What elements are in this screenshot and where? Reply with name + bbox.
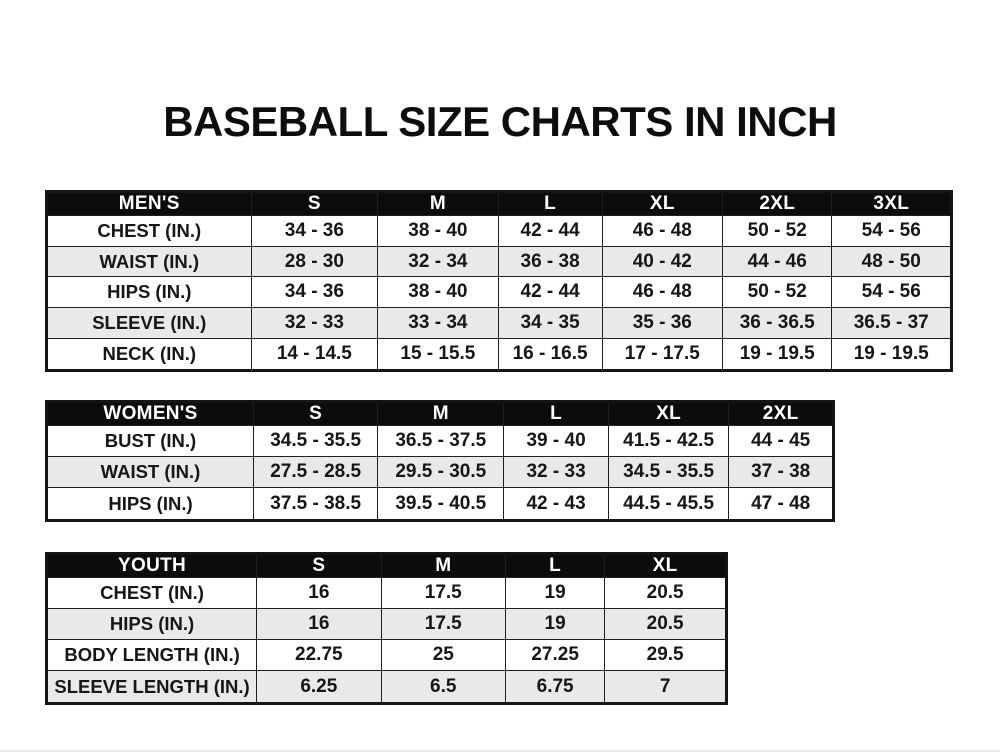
size-value-cell: 6.25 — [257, 671, 381, 704]
size-value-cell: 41.5 - 42.5 — [608, 426, 728, 457]
size-value-cell: 16 — [257, 578, 381, 609]
size-value-cell: 37 - 38 — [729, 457, 834, 488]
size-value-cell: 42 - 43 — [504, 488, 609, 521]
size-value-cell: 6.75 — [505, 671, 604, 704]
size-value-cell: 39 - 40 — [504, 426, 609, 457]
womens-header-row — [47, 402, 834, 426]
womens-table-row — [47, 488, 834, 521]
row-label: WAIST (IN.) — [47, 246, 252, 277]
size-value-cell: 42 - 44 — [498, 277, 602, 308]
row-label: SLEEVE LENGTH (IN.) — [47, 671, 257, 704]
youth-table-row — [47, 609, 727, 640]
size-value-cell: 32 - 33 — [504, 457, 609, 488]
mens-table-row — [47, 246, 952, 277]
mens-size-table — [45, 190, 953, 372]
size-value-cell: 42 - 44 — [498, 216, 602, 247]
column-header: 2XL — [729, 402, 834, 426]
mens-table-title: MEN'S — [47, 192, 252, 216]
size-value-cell: 17 - 17.5 — [602, 338, 722, 370]
size-value-cell: 34 - 36 — [251, 277, 378, 308]
size-value-cell: 33 - 34 — [378, 308, 498, 339]
column-header: M — [381, 554, 505, 578]
size-value-cell: 37.5 - 38.5 — [253, 488, 377, 521]
size-value-cell: 47 - 48 — [729, 488, 834, 521]
size-value-cell: 17.5 — [381, 609, 505, 640]
size-value-cell: 19 - 19.5 — [722, 338, 832, 370]
size-value-cell: 44.5 - 45.5 — [608, 488, 728, 521]
row-label: NECK (IN.) — [47, 338, 252, 370]
size-value-cell: 19 - 19.5 — [832, 338, 952, 370]
size-value-cell: 35 - 36 — [602, 308, 722, 339]
size-value-cell: 19 — [505, 578, 604, 609]
column-header: L — [504, 402, 609, 426]
row-label: SLEEVE (IN.) — [47, 308, 252, 339]
column-header: L — [498, 192, 602, 216]
size-value-cell: 6.5 — [381, 671, 505, 704]
youth-table-row — [47, 671, 727, 704]
size-value-cell: 44 - 45 — [729, 426, 834, 457]
size-value-cell: 29.5 — [605, 640, 727, 671]
column-header: XL — [605, 554, 727, 578]
youth-header-row — [47, 554, 727, 578]
size-value-cell: 38 - 40 — [378, 216, 498, 247]
size-value-cell: 32 - 33 — [251, 308, 378, 339]
size-value-cell: 20.5 — [605, 578, 727, 609]
column-header: XL — [608, 402, 728, 426]
youth-table-title: YOUTH — [47, 554, 257, 578]
size-value-cell: 16 - 16.5 — [498, 338, 602, 370]
youth-size-table — [45, 552, 728, 705]
mens-table-row — [47, 338, 952, 370]
size-value-cell: 7 — [605, 671, 727, 704]
size-value-cell: 46 - 48 — [602, 277, 722, 308]
column-header: XL — [602, 192, 722, 216]
row-label: HIPS (IN.) — [47, 488, 254, 521]
column-header: S — [253, 402, 377, 426]
size-value-cell: 20.5 — [605, 609, 727, 640]
row-label: HIPS (IN.) — [47, 609, 257, 640]
size-value-cell: 36.5 - 37 — [832, 308, 952, 339]
size-value-cell: 54 - 56 — [832, 277, 952, 308]
size-value-cell: 44 - 46 — [722, 246, 832, 277]
row-label: HIPS (IN.) — [47, 277, 252, 308]
column-header: L — [505, 554, 604, 578]
size-value-cell: 17.5 — [381, 578, 505, 609]
size-value-cell: 36 - 38 — [498, 246, 602, 277]
womens-table-row — [47, 426, 834, 457]
youth-table-row — [47, 578, 727, 609]
size-value-cell: 40 - 42 — [602, 246, 722, 277]
mens-table-row — [47, 308, 952, 339]
size-value-cell: 39.5 - 40.5 — [378, 488, 504, 521]
row-label: CHEST (IN.) — [47, 216, 252, 247]
size-value-cell: 48 - 50 — [832, 246, 952, 277]
mens-table-row — [47, 216, 952, 247]
size-value-cell: 34 - 36 — [251, 216, 378, 247]
mens-header-row — [47, 192, 952, 216]
row-label: BUST (IN.) — [47, 426, 254, 457]
size-value-cell: 36 - 36.5 — [722, 308, 832, 339]
size-value-cell: 22.75 — [257, 640, 381, 671]
size-value-cell: 34.5 - 35.5 — [253, 426, 377, 457]
column-header: S — [257, 554, 381, 578]
row-label: WAIST (IN.) — [47, 457, 254, 488]
column-header: M — [378, 192, 498, 216]
size-value-cell: 32 - 34 — [378, 246, 498, 277]
size-value-cell: 34.5 - 35.5 — [608, 457, 728, 488]
size-value-cell: 19 — [505, 609, 604, 640]
size-value-cell: 27.25 — [505, 640, 604, 671]
size-value-cell: 54 - 56 — [832, 216, 952, 247]
size-value-cell: 14 - 14.5 — [251, 338, 378, 370]
youth-table-row — [47, 640, 727, 671]
column-header: 3XL — [832, 192, 952, 216]
mens-table-row — [47, 277, 952, 308]
womens-size-table — [45, 400, 835, 522]
size-value-cell: 46 - 48 — [602, 216, 722, 247]
row-label: CHEST (IN.) — [47, 578, 257, 609]
size-value-cell: 15 - 15.5 — [378, 338, 498, 370]
size-value-cell: 25 — [381, 640, 505, 671]
row-label: BODY LENGTH (IN.) — [47, 640, 257, 671]
column-header: S — [251, 192, 378, 216]
size-value-cell: 27.5 - 28.5 — [253, 457, 377, 488]
size-value-cell: 34 - 35 — [498, 308, 602, 339]
column-header: 2XL — [722, 192, 832, 216]
size-value-cell: 29.5 - 30.5 — [378, 457, 504, 488]
womens-table-title: WOMEN'S — [47, 402, 254, 426]
size-value-cell: 50 - 52 — [722, 277, 832, 308]
womens-table-row — [47, 457, 834, 488]
size-value-cell: 16 — [257, 609, 381, 640]
size-value-cell: 28 - 30 — [251, 246, 378, 277]
size-value-cell: 50 - 52 — [722, 216, 832, 247]
page-title: BASEBALL SIZE CHARTS IN INCH — [163, 98, 837, 146]
size-value-cell: 38 - 40 — [378, 277, 498, 308]
column-header: M — [378, 402, 504, 426]
size-value-cell: 36.5 - 37.5 — [378, 426, 504, 457]
